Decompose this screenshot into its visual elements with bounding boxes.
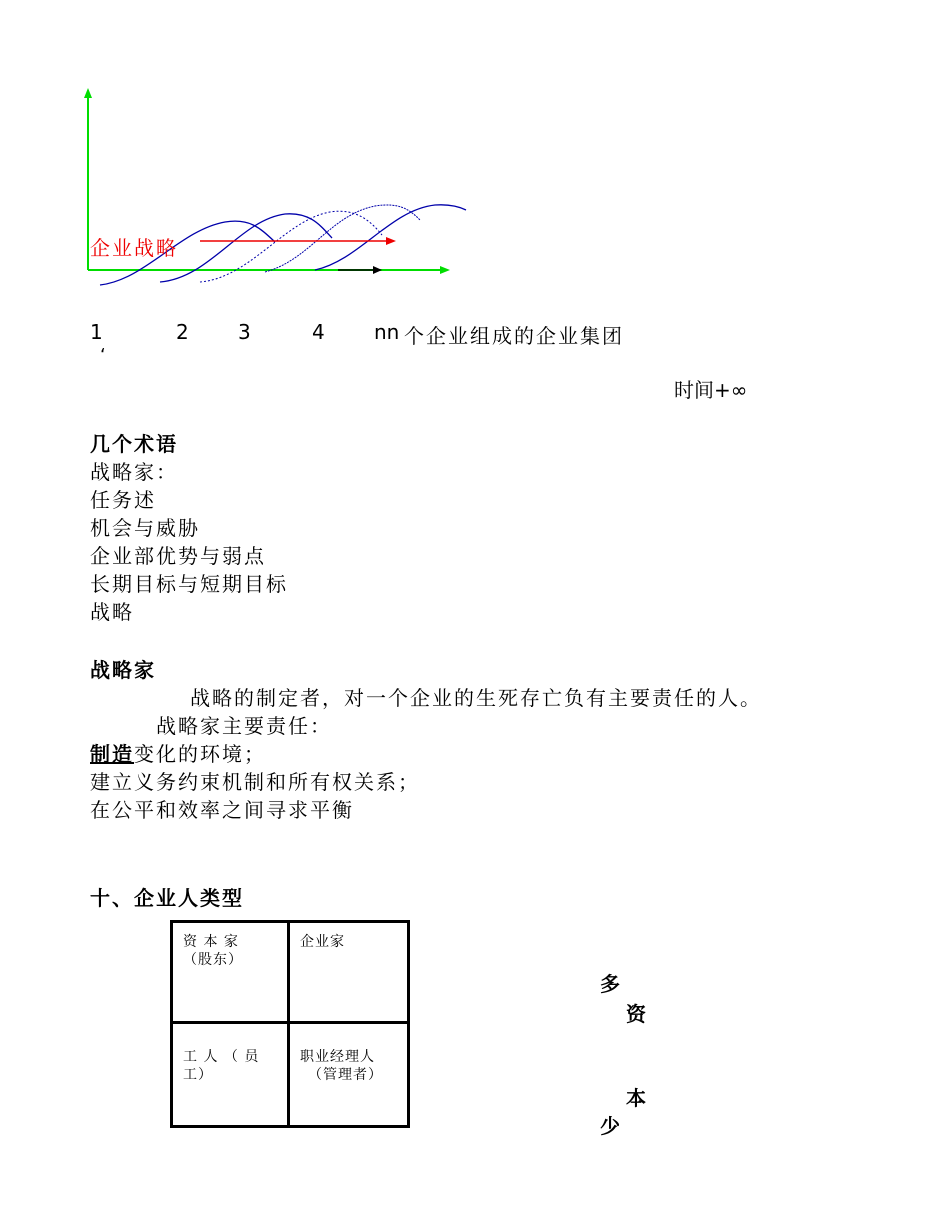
term-item: 机会与威胁	[90, 516, 200, 540]
types-heading: 十、企业人类型	[90, 886, 244, 910]
cell-capitalist-label: 资 本 家	[183, 934, 239, 950]
entrepreneur-types-grid	[170, 920, 410, 1128]
tick-1: 1	[90, 320, 103, 344]
cell-manager	[290, 1024, 407, 1125]
cell-manager-label: 职业经理人	[300, 1049, 375, 1065]
tick-2: 2	[176, 320, 189, 344]
terms-heading: 几个术语	[90, 432, 178, 456]
red-arrow-head	[386, 237, 396, 245]
strategist-definition: 战略的制定者，对一个企业的生死存亡负有主要责任的人。	[190, 686, 762, 710]
y-axis-arrowhead	[84, 88, 92, 98]
tick-mark: ‘	[100, 345, 106, 366]
term-item: 企业部优势与弱点	[90, 544, 266, 568]
term-item: 战略家：	[90, 460, 178, 484]
term-item: 长期目标与短期目标	[90, 572, 288, 596]
tick-3: 3	[238, 320, 251, 344]
black-arrow-head	[373, 266, 382, 274]
cell-manager-sub: （管理者）	[308, 1067, 383, 1083]
strategist-duty-1	[90, 740, 266, 768]
cell-entrepreneur-label: 企业家	[300, 934, 345, 950]
term-item: 战略	[90, 600, 134, 624]
wave-curve-5	[315, 205, 466, 270]
cell-capitalist	[173, 923, 290, 1024]
capital-axis-less: 少	[600, 1114, 620, 1138]
cell-entrepreneur	[290, 923, 407, 1024]
duty-1-rest: 变化的环境；	[134, 742, 266, 766]
diagram-label: 企业战略	[90, 236, 178, 260]
x-axis-arrowhead	[440, 266, 450, 274]
capital-axis-ben: 本	[626, 1086, 646, 1110]
cell-worker-label: 工 人 （ 员	[183, 1049, 260, 1065]
cell-worker	[173, 1024, 290, 1125]
strategist-duty-2: 建立义务约束机制和所有权关系；	[90, 770, 420, 794]
cell-worker-sub: 工）	[183, 1067, 213, 1083]
time-label: 时间+∞	[674, 378, 748, 402]
diagram-caption: 个企业组成的企业集团	[404, 324, 624, 348]
wave-curve-2	[160, 214, 332, 282]
capital-axis-zi: 资	[626, 1002, 646, 1026]
capital-axis-more: 多	[600, 972, 620, 996]
strategist-duty-3: 在公平和效率之间寻求平衡	[90, 798, 354, 822]
duty-1-emphasis: 制造	[90, 742, 134, 766]
strategist-heading: 战略家	[90, 658, 156, 682]
cell-capitalist-sub: （股东）	[183, 952, 243, 968]
tick-nn: nn	[374, 320, 400, 344]
term-item: 任务述	[90, 488, 156, 512]
strategist-duties-title: 战略家主要责任：	[156, 714, 332, 738]
wave-curve-4	[265, 205, 420, 272]
strategy-curves-diagram	[70, 80, 490, 310]
tick-4: 4	[312, 320, 325, 344]
